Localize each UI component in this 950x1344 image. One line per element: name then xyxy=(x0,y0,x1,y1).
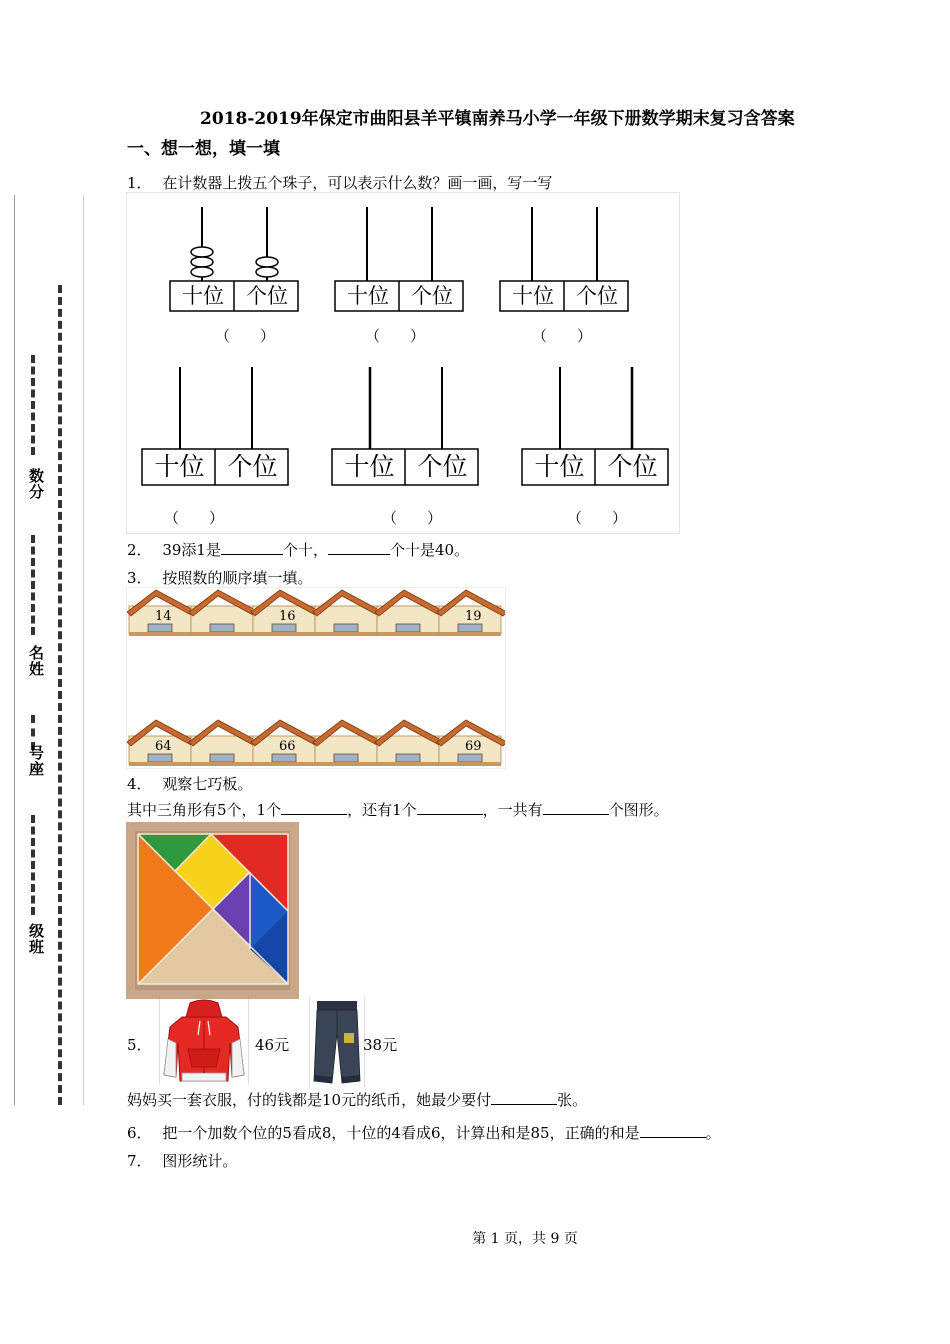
q7-line xyxy=(127,1150,237,1171)
answer-paren: （ ） xyxy=(567,509,628,527)
answer-paren: （ ） xyxy=(382,509,443,527)
house xyxy=(189,720,259,766)
q3-line xyxy=(127,567,312,588)
q7-number: 7． xyxy=(127,1152,152,1170)
house-number: 14 xyxy=(155,609,172,624)
houses-diagram xyxy=(127,588,505,768)
q4-blank-2[interactable] xyxy=(417,800,483,815)
house-number: 66 xyxy=(279,739,296,754)
q5-blank[interactable] xyxy=(491,1090,557,1105)
ones-label: 个位 xyxy=(576,284,618,308)
house xyxy=(375,590,445,636)
page-footer: 第 1 页，共 9 页 xyxy=(472,1231,578,1247)
cut-line xyxy=(58,285,62,1105)
tangram-diagram xyxy=(126,822,299,999)
tens-label: 十位 xyxy=(347,284,389,308)
q2-part2: 个十， xyxy=(282,541,328,559)
q5-text-b: 张。 xyxy=(557,1091,588,1109)
field-line-1 xyxy=(31,355,35,455)
answer-paren: （ ） xyxy=(532,327,593,345)
q6-blank[interactable] xyxy=(640,1123,706,1138)
answer-paren: （ ） xyxy=(215,327,276,345)
q4-number: 4． xyxy=(127,775,152,793)
q4-text-b: ，还有1个 xyxy=(347,801,417,819)
q6-text-a: 把一个加数个位的5看成8，十位的4看成6，计算出和是85，正确的和是 xyxy=(162,1124,640,1142)
q5-text-a: 妈妈买一套衣服，付的钱都是10元的纸币，她最少要付 xyxy=(127,1091,492,1109)
q4-blank-1[interactable] xyxy=(281,800,347,815)
q7-text: 图形统计。 xyxy=(162,1152,238,1170)
house xyxy=(189,590,259,636)
q3-number: 3． xyxy=(127,569,152,587)
q1-line xyxy=(127,172,552,193)
binding-line-outer xyxy=(14,195,15,1105)
tangram-image xyxy=(126,822,299,999)
q4-text-a: 其中三角形有5个，1个 xyxy=(127,801,282,819)
q3-houses-figure xyxy=(126,587,506,769)
tens-label: 十位 xyxy=(182,284,224,308)
hoodie-image xyxy=(159,999,249,1085)
q4-line xyxy=(127,773,252,794)
field-line-4 xyxy=(31,815,35,915)
binding-line-inner xyxy=(83,195,84,1105)
q6-line xyxy=(127,1122,721,1143)
pants-price: 38元 xyxy=(363,1036,398,1054)
q4-line2 xyxy=(127,799,669,820)
house-number: 64 xyxy=(155,739,172,754)
q6-text-b: 。 xyxy=(705,1124,721,1142)
q4-text-c: ，一共有 xyxy=(482,801,543,819)
house-number: 16 xyxy=(279,609,296,624)
side-label-class: 级班 xyxy=(27,923,45,955)
section-heading: 一、想一想，填一填 xyxy=(127,139,280,159)
q5-number: 5． xyxy=(127,1036,152,1054)
q2-number: 2． xyxy=(127,541,152,559)
house xyxy=(313,720,383,766)
hoodie-icon xyxy=(160,999,248,1085)
house-number: 69 xyxy=(465,739,482,754)
pants-image xyxy=(309,997,365,1087)
hoodie-price: 46元 xyxy=(255,1036,290,1054)
ones-label: 个位 xyxy=(607,452,658,481)
q4-text-d: 个图形。 xyxy=(608,801,669,819)
q6-number: 6． xyxy=(127,1124,152,1142)
q3-text: 按照数的顺序填一填。 xyxy=(162,569,313,587)
field-line-2 xyxy=(31,535,35,635)
q1-number: 1． xyxy=(127,174,152,192)
ones-label: 个位 xyxy=(227,452,278,481)
q2-part3: 个十是40。 xyxy=(389,541,470,559)
q1-text: 在计数器上拨五个珠子，可以表示什么数？画一画，写一写 xyxy=(162,174,553,192)
house xyxy=(375,720,445,766)
pants-icon xyxy=(310,997,364,1087)
tens-label: 十位 xyxy=(534,452,585,481)
q2-line xyxy=(127,539,469,560)
q4-text: 观察七巧板。 xyxy=(162,775,253,793)
q2-blank-1[interactable] xyxy=(221,540,283,555)
house-number: 19 xyxy=(465,609,482,624)
ones-label: 个位 xyxy=(246,284,288,308)
tens-label: 十位 xyxy=(344,452,395,481)
q2-part1: 39添1是 xyxy=(162,541,221,559)
side-label-name: 名姓 xyxy=(27,645,45,677)
tens-label: 十位 xyxy=(512,284,554,308)
document-title: 2018-2019年保定市曲阳县羊平镇南养马小学一年级下册数学期末复习含答案 xyxy=(200,109,795,129)
side-label-score: 数分 xyxy=(27,468,45,500)
tens-label: 十位 xyxy=(154,452,205,481)
answer-paren: （ ） xyxy=(164,509,225,527)
answer-paren: （ ） xyxy=(365,327,426,345)
q5-line2 xyxy=(127,1089,587,1110)
ones-label: 个位 xyxy=(417,452,468,481)
q4-blank-3[interactable] xyxy=(543,800,609,815)
q2-blank-2[interactable] xyxy=(328,540,390,555)
house xyxy=(313,590,383,636)
ones-label: 个位 xyxy=(411,284,453,308)
side-label-seat: 号座 xyxy=(27,745,45,777)
q1-abacus-figure xyxy=(126,192,680,534)
